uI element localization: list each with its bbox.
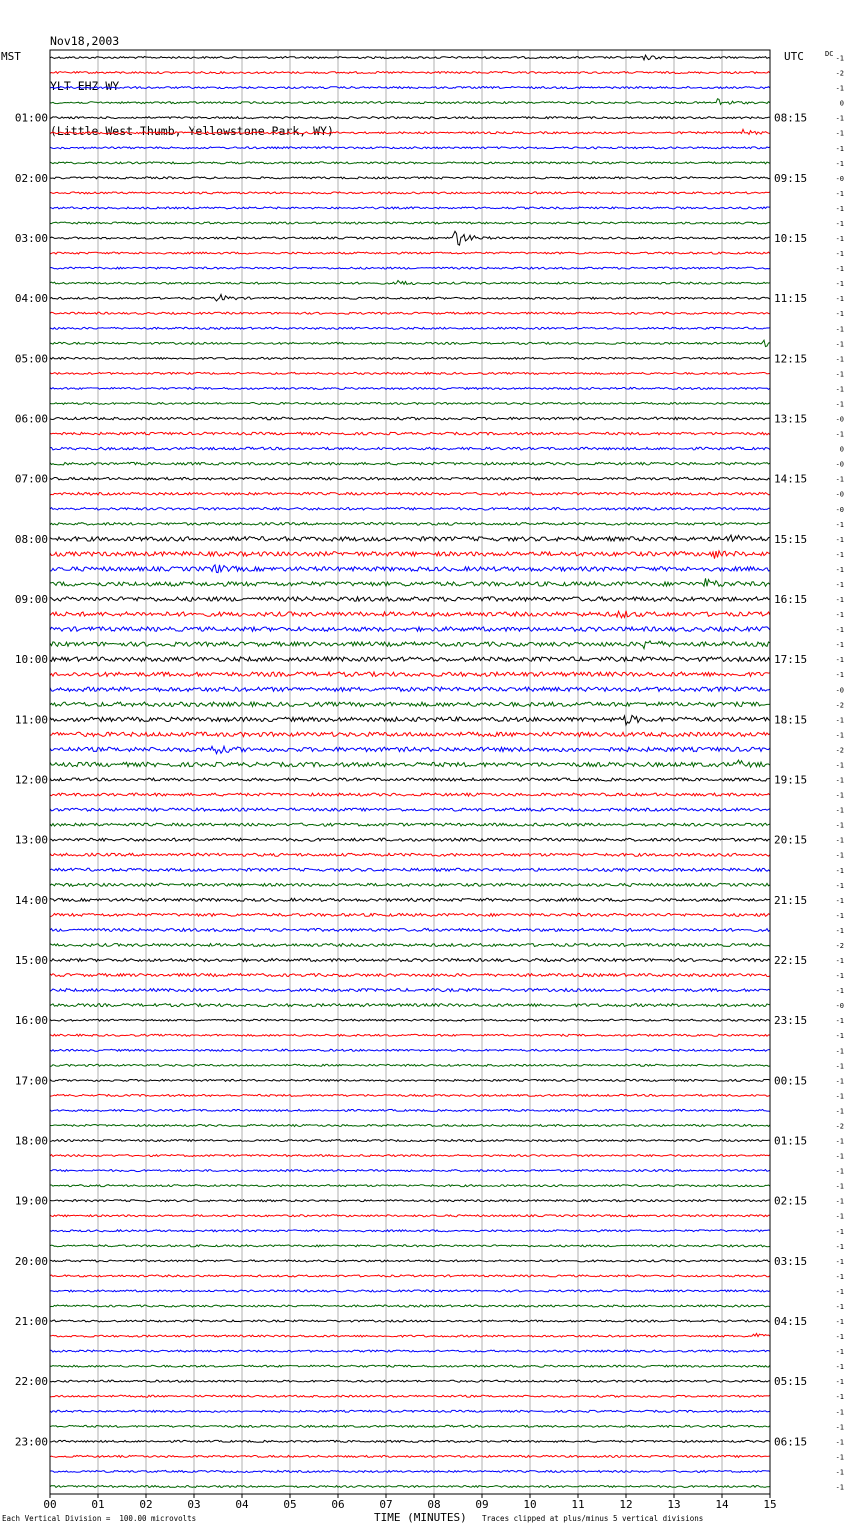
- seismic-trace: [50, 340, 770, 346]
- seismic-trace: [50, 231, 770, 245]
- dc-offset-label: -1: [835, 716, 844, 725]
- dc-offset-label: -1: [835, 1197, 844, 1206]
- seismic-trace: [50, 1486, 770, 1488]
- seismic-trace: [50, 627, 770, 631]
- dc-offset-label: -1: [835, 144, 844, 153]
- seismic-trace: [50, 1395, 770, 1397]
- dc-offset-label: -1: [835, 1423, 844, 1432]
- dc-offset-label: -1: [835, 1242, 844, 1251]
- dc-offset-label: -1: [835, 1348, 844, 1357]
- seismic-trace: [50, 746, 770, 753]
- dc-offset-label: -1: [835, 250, 844, 259]
- utc-hour-label: 23:15: [774, 1014, 808, 1028]
- seismic-trace: [50, 99, 770, 105]
- seismic-trace: [50, 295, 770, 302]
- mst-hour-label: 20:00: [14, 1254, 48, 1268]
- seismic-trace: [50, 1185, 770, 1187]
- seismic-trace: [50, 641, 770, 649]
- station-label: YLT EHZ WY: [50, 79, 120, 93]
- seismic-trace: [50, 1320, 770, 1322]
- dc-offset-label: -1: [835, 159, 844, 168]
- seismic-trace: [50, 1380, 770, 1382]
- dc-offset-label: -1: [835, 295, 844, 304]
- seismic-trace: [50, 715, 770, 725]
- seismic-trace: [50, 823, 770, 826]
- dc-offset-label: 0: [839, 445, 844, 454]
- utc-hour-label: 17:15: [774, 653, 808, 667]
- mst-hour-label: 19:00: [14, 1194, 48, 1208]
- dc-offset-label: -1: [835, 911, 844, 920]
- utc-hour-label: 21:15: [774, 893, 808, 907]
- mst-hour-label: 01:00: [14, 111, 48, 125]
- seismic-trace: [50, 1305, 770, 1307]
- dc-offset-label: -1: [835, 550, 844, 559]
- mst-hour-label: 07:00: [14, 472, 48, 486]
- dc-offset-label: -1: [835, 385, 844, 394]
- dc-offset-label: -1: [835, 189, 844, 198]
- seismic-trace: [50, 462, 770, 465]
- utc-hour-label: 02:15: [774, 1194, 808, 1208]
- dc-offset-label: -1: [835, 1272, 844, 1281]
- seismic-trace: [50, 551, 770, 559]
- seismic-trace: [50, 1365, 770, 1367]
- dc-offset-label: -1: [835, 535, 844, 544]
- seismic-trace: [50, 578, 770, 586]
- seismic-trace: [50, 129, 770, 134]
- dc-offset-label: -1: [835, 1378, 844, 1387]
- utc-hour-label: 03:15: [774, 1254, 808, 1268]
- x-tick-label: 12: [619, 1498, 633, 1511]
- dc-offset-label: -1: [835, 1257, 844, 1266]
- dc-offset-label: -1: [835, 1137, 844, 1146]
- clip-note: Traces clipped at plus/minus 5 vertical divisions: [482, 1514, 704, 1523]
- x-tick-label: 11: [571, 1498, 585, 1511]
- x-tick-label: 10: [523, 1498, 537, 1511]
- dc-offset-label: -2: [835, 701, 844, 710]
- mst-hour-label: 09:00: [14, 593, 48, 607]
- dc-offset-label: -1: [835, 129, 844, 138]
- seismic-trace: [50, 1064, 770, 1066]
- date-label: Nov18,2003: [50, 34, 120, 48]
- seismic-trace: [50, 793, 770, 796]
- mst-hour-label: 23:00: [14, 1435, 48, 1449]
- utc-hour-label: 00:15: [774, 1074, 808, 1088]
- dc-offset-label: -1: [835, 1393, 844, 1402]
- dc-offset-label: -1: [835, 821, 844, 830]
- seismic-trace: [50, 565, 770, 573]
- seismic-trace: [50, 672, 770, 676]
- dc-offset-label: -0: [835, 460, 844, 469]
- dc-offset-label: -1: [835, 84, 844, 93]
- dc-offset-label: -1: [835, 580, 844, 589]
- seismic-trace: [50, 1425, 770, 1427]
- dc-offset-label: -1: [835, 611, 844, 620]
- mst-hour-label: 15:00: [14, 954, 48, 968]
- utc-hour-label: 10:15: [774, 232, 808, 246]
- mst-hour-label: 13:00: [14, 833, 48, 847]
- dc-offset-label: -1: [835, 1363, 844, 1372]
- mst-hour-label: 17:00: [14, 1074, 48, 1088]
- x-tick-label: 00: [43, 1498, 57, 1511]
- dc-offset-label: -1: [835, 596, 844, 605]
- utc-hour-label: 06:15: [774, 1435, 808, 1449]
- seismic-trace: [50, 403, 770, 405]
- utc-hour-label: 19:15: [774, 773, 808, 787]
- mst-hour-label: 16:00: [14, 1014, 48, 1028]
- mst-hour-label: 11:00: [14, 713, 48, 727]
- dc-offset-label: -1: [835, 1092, 844, 1101]
- seismic-trace: [50, 868, 770, 871]
- seismic-trace: [50, 1410, 770, 1412]
- seismic-trace: [50, 281, 770, 285]
- dc-offset-label: -1: [835, 626, 844, 635]
- seismic-trace: [50, 760, 770, 767]
- dc-offset-label: -1: [835, 1287, 844, 1296]
- seismic-trace: [50, 1333, 770, 1337]
- dc-offset-label: -0: [835, 505, 844, 514]
- mst-hour-label: 02:00: [14, 171, 48, 185]
- seismic-trace: [50, 1230, 770, 1232]
- dc-offset-label: -1: [835, 641, 844, 650]
- dc-offset-label: -1: [835, 1333, 844, 1342]
- seismic-trace: [50, 147, 770, 149]
- dc-offset-label: -1: [835, 565, 844, 574]
- dc-offset-label: -1: [835, 881, 844, 890]
- dc-offset-label: -1: [835, 761, 844, 770]
- dc-offset-label: -1: [835, 806, 844, 815]
- seismic-trace: [50, 1155, 770, 1157]
- x-tick-label: 02: [139, 1498, 153, 1511]
- x-tick-label: 14: [715, 1498, 729, 1511]
- seismic-trace: [50, 1200, 770, 1202]
- utc-hour-label: 22:15: [774, 954, 808, 968]
- seismic-trace: [50, 732, 770, 736]
- seismic-trace: [50, 974, 770, 977]
- utc-hour-label: 01:15: [774, 1134, 808, 1148]
- dc-offset-label: 0: [839, 99, 844, 108]
- seismic-trace: [50, 1049, 770, 1051]
- dc-offset-label: -2: [835, 1122, 844, 1131]
- dc-offset-label: -1: [835, 926, 844, 935]
- dc-offset-label: -1: [835, 355, 844, 364]
- dc-offset-label: -1: [835, 896, 844, 905]
- dc-offset-label: -1: [835, 235, 844, 244]
- mst-hour-label: 14:00: [14, 893, 48, 907]
- seismic-trace: [50, 1019, 770, 1021]
- seismic-trace: [50, 417, 770, 420]
- seismic-trace: [50, 117, 770, 119]
- seismic-trace: [50, 432, 770, 435]
- dc-offset-label: -1: [835, 114, 844, 123]
- dc-offset-label: -1: [835, 671, 844, 680]
- seismic-trace: [50, 312, 770, 314]
- dc-offset-label: -1: [835, 1017, 844, 1026]
- seismic-trace: [50, 207, 770, 209]
- seismic-trace: [50, 55, 770, 60]
- dc-offset-label: -1: [835, 400, 844, 409]
- seismic-trace: [50, 372, 770, 374]
- utc-hour-label: 11:15: [774, 292, 808, 306]
- dc-offset-label: -1: [835, 1107, 844, 1116]
- seismic-trace: [50, 1275, 770, 1277]
- dc-offset-label: -2: [835, 941, 844, 950]
- dc-offset-label: -1: [835, 1438, 844, 1447]
- utc-hour-label: 09:15: [774, 171, 808, 185]
- dc-offset-label: -1: [835, 656, 844, 665]
- seismic-trace: [50, 1079, 770, 1081]
- seismic-trace: [50, 87, 770, 89]
- seismic-trace: [50, 898, 770, 901]
- x-tick-label: 08: [427, 1498, 441, 1511]
- dc-offset-label: -1: [835, 1468, 844, 1477]
- seismic-trace: [50, 1109, 770, 1111]
- dc-offset-label: -1: [835, 1318, 844, 1327]
- utc-hour-label: 04:15: [774, 1315, 808, 1329]
- dc-offset-label: -1: [835, 957, 844, 966]
- mst-hour-label: 04:00: [14, 292, 48, 306]
- dc-offset-label: -1: [835, 1167, 844, 1176]
- dc-offset-label: -1: [835, 731, 844, 740]
- dc-offset-label: -1: [835, 280, 844, 289]
- seismic-trace: [50, 853, 770, 856]
- seismic-trace: [50, 883, 770, 886]
- dc-offset-label: -1: [835, 219, 844, 228]
- mst-hour-label: 22:00: [14, 1375, 48, 1389]
- seismic-trace: [50, 657, 770, 661]
- dc-offset-label: -1: [835, 972, 844, 981]
- utc-hour-label: 20:15: [774, 833, 808, 847]
- left-timezone-label: MST: [1, 50, 21, 63]
- seismic-trace: [50, 1350, 770, 1352]
- dc-offset-label: -1: [835, 265, 844, 274]
- seismic-trace: [50, 72, 770, 74]
- mst-hour-label: 03:00: [14, 232, 48, 246]
- dc-offset-label: -1: [835, 204, 844, 213]
- dc-offset-label: -1: [835, 1453, 844, 1462]
- seismic-trace: [50, 1170, 770, 1172]
- dc-offset-label: -0: [835, 415, 844, 424]
- dc-offset-label: -1: [835, 310, 844, 319]
- dc-offset-label: -1: [835, 1047, 844, 1056]
- seismic-trace: [50, 535, 770, 541]
- seismic-trace: [50, 687, 770, 691]
- dc-offset-label: -1: [835, 1152, 844, 1161]
- seismic-trace: [50, 944, 770, 947]
- x-axis-title: TIME (MINUTES): [374, 1511, 467, 1524]
- seismic-trace: [50, 959, 770, 962]
- dc-offset-label: -1: [835, 370, 844, 379]
- x-tick-label: 07: [379, 1498, 393, 1511]
- seismic-trace: [50, 162, 770, 164]
- seismic-trace: [50, 1245, 770, 1247]
- x-tick-label: 05: [283, 1498, 297, 1511]
- seismic-trace: [50, 1140, 770, 1142]
- dc-offset-label: -1: [835, 791, 844, 800]
- mst-hour-label: 08:00: [14, 532, 48, 546]
- mst-hour-label: 10:00: [14, 653, 48, 667]
- scale-note: Each Vertical Division = 100.00 microvolts: [2, 1514, 197, 1523]
- seismic-trace: [50, 1125, 770, 1127]
- seismic-trace: [50, 492, 770, 495]
- seismic-trace: [50, 192, 770, 194]
- seismic-trace: [50, 928, 770, 931]
- dc-offset-label: -0: [835, 1002, 844, 1011]
- utc-hour-label: 18:15: [774, 713, 808, 727]
- utc-hour-label: 16:15: [774, 593, 808, 607]
- dc-offset-label: -1: [835, 1032, 844, 1041]
- dc-offset-label: -1: [835, 1408, 844, 1417]
- dc-offset-label: -2: [835, 746, 844, 755]
- dc-offset-label: -1: [835, 325, 844, 334]
- x-tick-label: 15: [763, 1498, 777, 1511]
- utc-hour-label: 15:15: [774, 532, 808, 546]
- dc-offset-label: -1: [835, 987, 844, 996]
- seismic-trace: [50, 447, 770, 450]
- dc-offset-label: -1: [835, 836, 844, 845]
- x-tick-label: 06: [331, 1498, 345, 1511]
- x-tick-label: 13: [667, 1498, 681, 1511]
- seismic-trace: [50, 508, 770, 511]
- seismic-trace: [50, 1470, 770, 1472]
- seismic-trace: [50, 387, 770, 389]
- seismic-trace: [50, 702, 770, 706]
- mst-hour-label: 21:00: [14, 1315, 48, 1329]
- seismic-trace: [50, 222, 770, 224]
- dc-offset-label: -1: [835, 851, 844, 860]
- mst-hour-label: 12:00: [14, 773, 48, 787]
- seismic-trace: [50, 1034, 770, 1036]
- utc-hour-label: 13:15: [774, 412, 808, 426]
- dc-offset-label: -1: [835, 1227, 844, 1236]
- dc-offset-label: -1: [835, 340, 844, 349]
- mst-hour-label: 18:00: [14, 1134, 48, 1148]
- seismic-trace: [50, 778, 770, 781]
- dc-offset-label: -1: [835, 1483, 844, 1492]
- utc-hour-label: 14:15: [774, 472, 808, 486]
- seismic-trace: [50, 1004, 770, 1007]
- x-tick-label: 09: [475, 1498, 489, 1511]
- seismic-trace: [50, 1260, 770, 1262]
- seismic-trace: [50, 838, 770, 841]
- dc-offset-label: -1: [835, 430, 844, 439]
- right-timezone-label: UTC: [784, 50, 804, 63]
- seismic-trace: [50, 523, 770, 526]
- x-tick-label: 03: [187, 1498, 201, 1511]
- dc-offset-label: -1: [835, 475, 844, 484]
- utc-hour-label: 08:15: [774, 111, 808, 125]
- dc-offset-label: -1: [835, 1182, 844, 1191]
- dc-offset-label: -2: [835, 69, 844, 78]
- seismic-trace: [50, 1290, 770, 1292]
- location-label: (Little West Thumb, Yellowstone Park, WY): [50, 124, 334, 138]
- seismic-trace: [50, 1455, 770, 1457]
- dc-offset-label: -1: [835, 776, 844, 785]
- x-tick-label: 04: [235, 1498, 249, 1511]
- seismic-trace: [50, 177, 770, 179]
- utc-hour-label: 12:15: [774, 352, 808, 366]
- seismic-trace: [50, 252, 770, 254]
- dc-offset-label: -1: [835, 1212, 844, 1221]
- dc-offset-label: -1: [835, 1302, 844, 1311]
- seismic-trace: [50, 913, 770, 916]
- seismic-trace: [50, 267, 770, 269]
- seismic-trace: [50, 989, 770, 992]
- dc-offset-label: -0: [835, 686, 844, 695]
- seismic-trace: [50, 1094, 770, 1096]
- seismic-trace: [50, 611, 770, 618]
- dc-offset-label: -1: [835, 520, 844, 529]
- dc-offset-label: -0: [835, 490, 844, 499]
- dc-offset-label: -1: [835, 1062, 844, 1071]
- dc-offset-label: -1: [835, 1077, 844, 1086]
- seismic-trace: [50, 477, 770, 480]
- seismic-trace: [50, 597, 770, 601]
- mst-hour-label: 06:00: [14, 412, 48, 426]
- dc-label: DC: [825, 50, 834, 58]
- seismic-trace: [50, 1215, 770, 1217]
- dc-offset-label: -0: [835, 174, 844, 183]
- seismic-trace: [50, 808, 770, 811]
- seismic-trace: [50, 1440, 770, 1442]
- seismic-trace: [50, 327, 770, 329]
- dc-offset-label: -1: [835, 54, 844, 63]
- mst-hour-label: 05:00: [14, 352, 48, 366]
- dc-offset-label: -1: [835, 866, 844, 875]
- utc-hour-label: 05:15: [774, 1375, 808, 1389]
- x-tick-label: 01: [91, 1498, 105, 1511]
- seismic-trace: [50, 357, 770, 359]
